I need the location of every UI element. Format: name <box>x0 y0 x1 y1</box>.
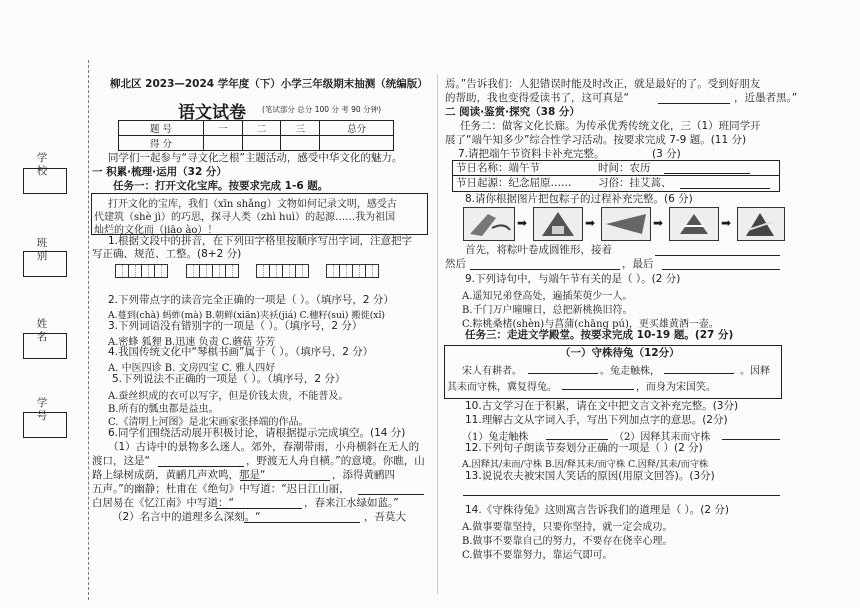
story-blank-3[interactable] <box>562 389 634 390</box>
section-2-heading: 二 阅读·鉴赏·探究（38 分） <box>445 106 580 118</box>
tianzige-cell[interactable] <box>295 264 309 278</box>
score-head-label: 题 号 <box>119 121 204 136</box>
q8-line-2b: ，最后 <box>622 258 654 270</box>
continuation-line-2b: ，近墨者黑。” <box>734 92 798 104</box>
task-2-line-1: 任务二：做客文化长廊。为传承优秀传统文化，三（1）班同学开 <box>460 120 761 132</box>
q5-option-a: A.蚕丝织成的衣可以写字，但是价钱太贵，不能普及。 <box>108 391 349 402</box>
score-cell-2[interactable] <box>242 136 281 151</box>
task-3-heading: 任务三：走进文学殿堂。按要求完成 10-19 题。(27 分) <box>465 329 734 341</box>
passage-line-1: 打开文化的宝库，我们（xīn shǎng）文物如何记录文明，感受古 <box>108 199 397 210</box>
tianzige-cell[interactable] <box>212 264 226 278</box>
section-1-heading: 一 积累·梳理·运用（32 分） <box>92 166 227 178</box>
q6-blank-4[interactable] <box>216 508 302 509</box>
zongzi-step-1-image <box>463 207 515 241</box>
story-blank-2[interactable] <box>664 373 734 374</box>
q6-line-2b: ，野渡无人舟自横。”的意境。你瞧，山 <box>246 455 425 467</box>
exam-header-title: 柳北区 2023—2024 学年度（下）小学三年级期末抽测（统编版） <box>110 78 428 90</box>
q6-line-4: 五声。”的幽静；杜甫在《绝句》中写道：“迟日江山丽， <box>92 483 350 495</box>
q14-text: 14.《守株待兔》这则寓言告诉我们的道理是（ ）。(2 分) <box>465 504 729 516</box>
passage-line-3: 灿烂的文化而（jiāo ào）！ <box>94 225 218 236</box>
q4-text: 4.我国传统文化中“琴棋书画”属于（ ）。（填序号，2 分） <box>108 346 374 358</box>
q6-line-3a: 路上绿树成荫，黄鹂几声欢鸣，那是“ <box>92 469 266 481</box>
continuation-line-1: 焉。”告诉我们：人犯错误时能及时改正，就是最好的了。受到好朋友 <box>445 78 761 90</box>
card-custom: 习俗：挂艾蒿、 <box>598 177 672 189</box>
arrow-right-icon: ➡ <box>585 216 596 230</box>
q14-option-a: A.做事要靠坚持，只要你坚持，就一定会成功。 <box>462 522 673 533</box>
school-field[interactable] <box>23 168 67 194</box>
school-label: 学 校 <box>36 152 48 177</box>
q12-options: A.因释其/耒而/守株 B.因/释其耒/而守株 C.因释/其耒/而守株 <box>462 459 709 470</box>
q6-blank-3[interactable] <box>358 494 424 495</box>
q5-option-c: C.《清明上河图》是北宋画家张择端的作品。 <box>108 417 309 428</box>
card-divider <box>452 175 779 176</box>
q3-text: 3.下列词语没有错别字的一项是（ ）。（填序号，2 分） <box>108 320 363 332</box>
card-name: 节日名称：端午节 <box>456 162 540 174</box>
intro-text: 同学们一起参与“寻文化之根”主题活动，感受中华文化的魅力。 <box>108 152 403 164</box>
card-custom-blank[interactable] <box>680 188 770 189</box>
q2-options: A.蔓到(chà) 蚂蚱(mà) B.朝鲜(xiān)夹袄(jiá) C.穗籽(suì) 搬徙(xǐ) <box>108 310 385 321</box>
q8-blank-1[interactable] <box>655 255 780 256</box>
q6-line-5b: ，春来江水绿如蓝。” <box>304 497 399 509</box>
q6-text: 6.同学们围绕活动展开积极讨论，请根据提示完成填空。(14 分) <box>108 427 406 439</box>
zongzi-step-2-image <box>533 207 583 241</box>
score-head-3: 三 <box>281 121 320 136</box>
score-table <box>118 120 394 151</box>
q14-option-b: B.做事不要靠自己的努力，不要存在侥幸心理。 <box>462 536 673 547</box>
arrow-right-icon: ➡ <box>517 216 528 230</box>
tianzige-cell[interactable] <box>199 264 213 278</box>
q7-text: 7.请把端午节资料卡补充完整。 <box>458 148 605 160</box>
q11-part-2: （2）因释其耒而守株 <box>614 432 711 443</box>
task-2-line-2: 展了“端午知多少”综合性学习活动。按要求完成 7-9 题。(11 分) <box>445 134 747 146</box>
q11-part-1: （1）兔走触株 <box>462 432 529 443</box>
score-head-2: 二 <box>242 121 281 136</box>
q8-line-2a: 然后 <box>445 258 466 270</box>
passage-line-2: 代建筑（shè jì）的巧思，探寻人类（zhì huì）的起源……我为祖国 <box>94 212 396 223</box>
q14-option-c: C.做事不要靠努力，靠运气即可。 <box>462 550 613 561</box>
tianzige-cell[interactable] <box>269 264 283 278</box>
class-field[interactable] <box>23 251 67 277</box>
score-cell-1[interactable] <box>203 136 242 151</box>
q6-line-2a: 渡口，这是“ <box>92 455 150 467</box>
q9-text: 9.下列诗句中，与端午节有关的是（ ）。(2 分) <box>465 273 681 285</box>
q6-line-6b: ，吾莫大 <box>364 511 406 523</box>
q5-option-b: B.所有的瓢虫都是益虫。 <box>108 404 219 415</box>
story-line-2b: ，而身为宋国笑。 <box>636 382 716 393</box>
score-head-1: 一 <box>203 121 242 136</box>
exam-subject-note: (笔试部分 总分 100 分 考 90 分钟) <box>262 105 382 114</box>
name-field[interactable] <box>23 333 67 359</box>
exam-subject: 语文试卷 <box>178 103 246 123</box>
q6-blank-1[interactable] <box>158 466 244 467</box>
tianzige-cell[interactable] <box>256 264 270 278</box>
q2-text: 2.下列带点字的读音完全正确的一项是（ ）。（填序号，2 分） <box>108 294 394 306</box>
arrow-right-icon: ➡ <box>653 216 664 230</box>
tianzige-cell[interactable] <box>225 264 239 278</box>
card-time: 时间：农历 <box>598 162 651 174</box>
q1-text-1: 1.根据文段中的拼音，在下列田字格里按顺序写出字词，注意把字 <box>108 235 413 247</box>
zongzi-step-4-image <box>669 207 719 241</box>
q9-option-b: B.千门万户曈曈日，总把新桃换旧符。 <box>462 305 633 316</box>
q12-text: 12.下列句子朗读节奏划分正确的一项是（ ）(2 分) <box>465 442 703 454</box>
student-no-label: 学 号 <box>36 397 48 422</box>
zongzi-step-3-image <box>601 207 651 241</box>
tianzige-cell[interactable] <box>154 264 168 278</box>
column-divider <box>437 74 438 594</box>
q6-line-3b: ，添得黄鹂四 <box>332 469 395 481</box>
q6-line-5a: 白居易在《忆江南》中写道：“ <box>92 497 234 509</box>
q11-blank-2[interactable] <box>722 439 780 440</box>
q11-text: 11.理解古文从字词入手，写出下列加点字的意思。(2分) <box>465 414 728 426</box>
cont-blank[interactable] <box>658 103 730 104</box>
score-cell-3[interactable] <box>281 136 320 151</box>
tianzige-cell[interactable] <box>282 264 296 278</box>
q10-text: 10.古文学习在于积累，请在文中把文言文补充完整。(3分) <box>465 400 739 412</box>
story-line-1c: 。因释 <box>740 366 770 377</box>
continuation-line-2a: 的帮助，我也变得爱读书了，这可真是“ <box>445 92 629 104</box>
q11-blank-1[interactable] <box>546 439 608 440</box>
q3-options: A.密蜂 狐狸 B.迅速 负责 C.蘑菇 芬芳 <box>108 337 276 348</box>
score-head-total: 总分 <box>320 121 394 136</box>
q13-answer-line[interactable] <box>463 495 780 496</box>
card-origin: 节日起源：纪念屈原…… <box>456 177 572 189</box>
name-label: 姓 名 <box>36 318 48 343</box>
score-row-label: 得 分 <box>119 136 204 151</box>
class-label: 班 别 <box>36 237 48 262</box>
tianzige-cell[interactable] <box>352 264 366 278</box>
tianzige-cell[interactable] <box>365 264 379 278</box>
story-line-1b: 。兔走触株， <box>600 366 660 377</box>
tianzige-cell[interactable] <box>128 264 142 278</box>
task-1-heading: 任务一：打开文化宝库。按要求完成 1-6 题。 <box>113 180 329 192</box>
q13-text: 13.说说农夫被宋国人笑话的原因(用原文回答)。(3分) <box>465 470 715 482</box>
arrow-right-icon: ➡ <box>721 216 732 230</box>
card-time-blank[interactable] <box>664 173 750 174</box>
q1-text-2: 写正确、规范、工整。(8+2 分) <box>92 248 242 260</box>
tianzige-cell[interactable] <box>339 264 353 278</box>
score-cell-total[interactable] <box>320 136 394 151</box>
q6-blank-5[interactable] <box>244 522 360 523</box>
q4-options: A. 中医四诊 B. 文房四宝 C. 雅人四好 <box>108 363 276 374</box>
binding-line <box>88 60 89 600</box>
student-no-field[interactable] <box>23 412 67 438</box>
story-title: （一）守株待兔（12分） <box>560 347 680 359</box>
story-line-1a: 宋人有耕者。 <box>462 366 522 377</box>
story-line-2a: 其耒而守株，冀复得兔。 <box>447 382 557 393</box>
q6-line-6a: （2）名言中的道理多么深刻。“ <box>112 511 261 523</box>
q6-line-1: （1）古诗中的景物多么迷人。郊外，春潮带雨，小舟横斜在无人的 <box>108 441 420 453</box>
tianzige-cell[interactable] <box>326 264 340 278</box>
story-blank-1[interactable] <box>528 373 598 374</box>
q8-text: 8.请你根据图片把包粽子的过程补充完整。(6 分) <box>465 193 693 205</box>
zongzi-step-5-image <box>737 207 785 241</box>
tianzige-cell[interactable] <box>115 264 129 278</box>
q8-line-1: 首先，将粽叶卷成圆锥形，接着 <box>465 244 612 256</box>
q6-blank-2[interactable] <box>240 480 330 481</box>
q7-points: (3 分) <box>652 148 681 160</box>
q5-text: 5.下列说法不正确的一项是（ ）。（填序号，2 分） <box>112 373 346 385</box>
q9-option-c: C.粽桃桑楮(shèn)与菖蒲(chāng pú)，更买雄黄酒一壶。 <box>462 319 719 330</box>
q8-blank-3[interactable] <box>662 269 780 270</box>
q9-option-a: A.遥知兄弟登高处，遍插茱萸少一人。 <box>462 291 633 302</box>
q8-blank-2[interactable] <box>470 269 620 270</box>
tianzige-cell[interactable] <box>186 264 200 278</box>
tianzige-cell[interactable] <box>141 264 155 278</box>
